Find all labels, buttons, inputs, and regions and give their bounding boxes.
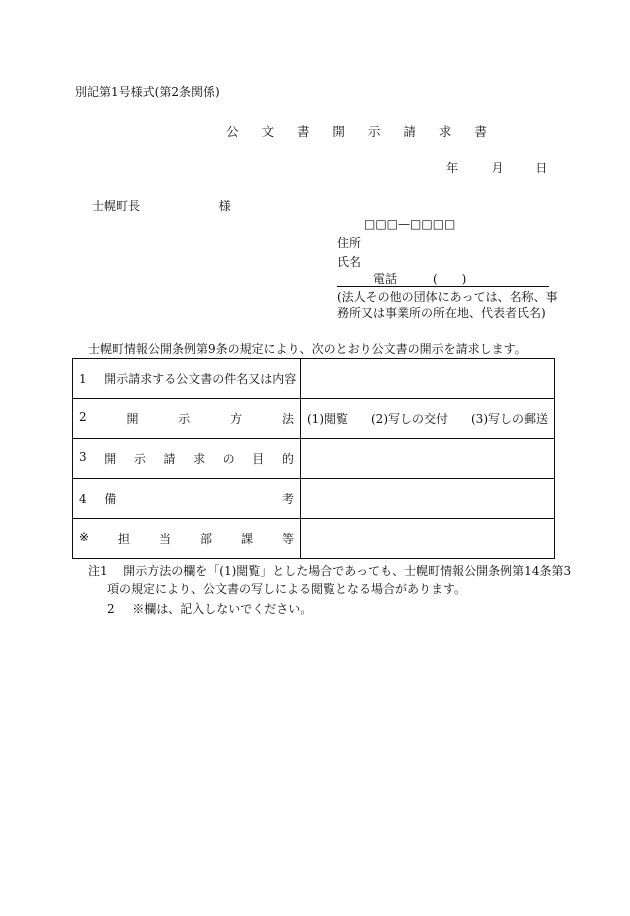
row2-number: 2 bbox=[79, 410, 87, 424]
row2-char: 開 bbox=[126, 412, 139, 426]
note1-line1 bbox=[88, 564, 571, 578]
table-row bbox=[73, 399, 555, 439]
row3-char: 求 bbox=[193, 452, 206, 466]
note2 bbox=[107, 602, 312, 616]
date-year-label: 年 bbox=[446, 161, 459, 175]
intro-statement: 士幌町情報公開条例第9条の規定により、次のとおり公文書の開示を請求します。 bbox=[88, 342, 527, 356]
row3-char: 請 bbox=[163, 452, 176, 466]
address-label: 住所 bbox=[337, 236, 362, 250]
note2-text: ※欄は、記入しないでください。 bbox=[132, 602, 313, 616]
request-form-table bbox=[72, 358, 555, 559]
form-reference: 別記第1号様式(第2条関係) bbox=[75, 85, 220, 99]
phone-parens: ( ) bbox=[433, 272, 467, 286]
row5-char: 部 bbox=[200, 532, 213, 546]
method-option-copy[interactable]: (2)写しの交付 bbox=[371, 412, 448, 426]
phone-label: 電話 bbox=[373, 272, 398, 286]
row1-number: 1 bbox=[79, 372, 87, 386]
row3-char: 的 bbox=[281, 452, 294, 466]
addressee-name: 士幌町長 bbox=[92, 199, 141, 213]
note1-text: 開示方法の欄を「(1)閲覧」とした場合であっても、士幌町情報公開条例第14条第3 bbox=[123, 564, 572, 578]
applicant-note-line2: 務所又は事業所の所在地、代表者氏名) bbox=[337, 306, 546, 320]
row3-label bbox=[73, 439, 301, 479]
table-row bbox=[73, 479, 555, 519]
remarks-field[interactable] bbox=[301, 479, 555, 519]
row4-char: 備 bbox=[104, 492, 117, 506]
table-row bbox=[73, 519, 555, 559]
row3-char: の bbox=[222, 452, 235, 466]
row4-label bbox=[73, 479, 301, 519]
department-field bbox=[301, 519, 555, 559]
table-row bbox=[73, 439, 555, 479]
row4-number: 4 bbox=[79, 492, 87, 506]
date-month-label: 月 bbox=[491, 161, 504, 175]
date-day-label: 日 bbox=[535, 161, 548, 175]
row1-label bbox=[73, 359, 301, 399]
subject-field[interactable] bbox=[301, 359, 555, 399]
row5-char: 担 bbox=[118, 532, 131, 546]
applicant-note-line1: (法人その他の団体にあっては、名称、事 bbox=[337, 290, 558, 304]
row5-char: 課 bbox=[240, 532, 253, 546]
purpose-field[interactable] bbox=[301, 439, 555, 479]
row5-mark: ※ bbox=[79, 530, 90, 544]
row2-char: 方 bbox=[230, 412, 243, 426]
row1-text: 開示請求する公文書の件名又は内容 bbox=[104, 372, 297, 386]
row5-char: 当 bbox=[159, 532, 172, 546]
note1-prefix: 注1 bbox=[88, 564, 108, 578]
row5-label bbox=[73, 519, 301, 559]
method-field bbox=[301, 399, 555, 439]
addressee-honorific: 様 bbox=[218, 199, 231, 213]
row2-label bbox=[73, 399, 301, 439]
row3-char: 開 bbox=[104, 452, 117, 466]
addressee bbox=[92, 199, 231, 213]
date-line bbox=[446, 161, 547, 175]
table-row bbox=[73, 359, 555, 399]
postal-code-boxes: □□□—□□□□ bbox=[364, 217, 456, 231]
row2-char: 示 bbox=[178, 412, 191, 426]
document-title: 公 文 書 開 示 請 求 書 bbox=[226, 124, 497, 139]
row3-char: 目 bbox=[252, 452, 265, 466]
method-option-view[interactable]: (1)閲覧 bbox=[307, 412, 348, 426]
name-label: 氏名 bbox=[337, 255, 362, 269]
note2-prefix: 2 bbox=[107, 602, 115, 616]
row3-number: 3 bbox=[79, 450, 87, 464]
row5-char: 等 bbox=[281, 532, 294, 546]
row2-char: 法 bbox=[281, 412, 294, 426]
row3-char: 示 bbox=[133, 452, 146, 466]
phone-line bbox=[337, 272, 549, 287]
row4-char: 考 bbox=[281, 492, 294, 506]
method-option-mail[interactable]: (3)写しの郵送 bbox=[471, 412, 548, 426]
note1-line2: 項の規定により、公文書の写しによる閲覧となる場合があります。 bbox=[107, 582, 467, 596]
